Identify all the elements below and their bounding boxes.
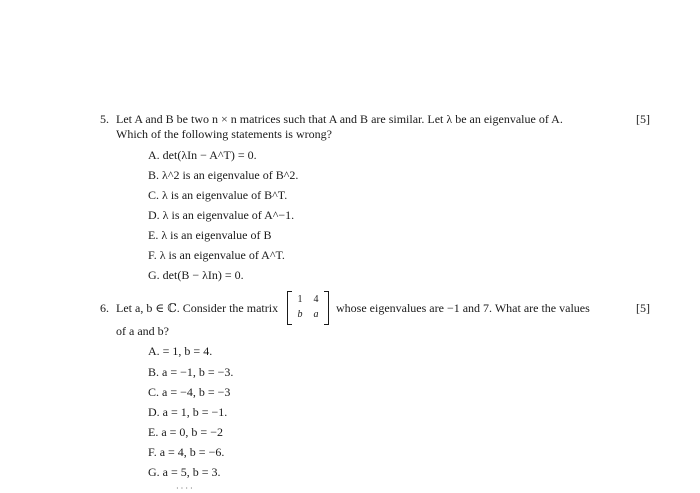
question-6-option-g: G. a = 5, b = 3. <box>148 465 221 479</box>
question-6-option-a: A. = 1, b = 4. <box>148 344 213 358</box>
matrix-left-bracket <box>287 291 292 325</box>
question-6-option-f: F. a = 4, b = −6. <box>148 445 225 459</box>
question-6-option-b: B. a = −1, b = −3. <box>148 365 234 379</box>
question-5-option-g: G. det(B − λIn) = 0. <box>148 268 244 282</box>
matrix-cell-r1c1: 1 <box>297 294 303 305</box>
question-6-text-after-matrix: whose eigenvalues are −1 and 7. What are the values <box>336 301 590 315</box>
question-5-marks: [5] <box>636 112 650 126</box>
matrix-right-bracket <box>324 291 329 325</box>
cut-off-text-fragment: · · · · <box>176 484 193 493</box>
question-6-text-before-matrix: Let a, b ∈ ℂ. Consider the matrix <box>116 301 279 315</box>
question-5-option-b: B. λ^2 is an eigenvalue of B^2. <box>148 168 299 182</box>
question-5-option-d: D. λ is an eigenvalue of A^−1. <box>148 208 295 222</box>
question-5-text-line-2: Which of the following statements is wrong? <box>116 127 332 141</box>
question-5-option-f: F. λ is an eigenvalue of A^T. <box>148 248 285 262</box>
question-6-text-line-2: of a and b? <box>116 324 169 338</box>
question-6-number: 6. <box>100 301 109 315</box>
question-6-option-d: D. a = 1, b = −1. <box>148 405 228 419</box>
question-5-option-e: E. λ is an eigenvalue of B <box>148 228 272 242</box>
question-6-option-e: E. a = 0, b = −2 <box>148 425 223 439</box>
question-5-option-a: A. det(λIn − A^T) = 0. <box>148 148 257 162</box>
question-5-text-line-1: Let A and B be two n × n matrices such that A and B are similar. Let λ be an eigenvalue of A. <box>116 112 563 126</box>
matrix-cell-r2c1: b <box>297 309 303 320</box>
question-6-matrix <box>287 291 329 325</box>
question-5-number: 5. <box>100 112 109 126</box>
question-5-option-c: C. λ is an eigenvalue of B^T. <box>148 188 288 202</box>
question-6-option-c: C. a = −4, b = −3 <box>148 385 231 399</box>
matrix-cell-r1c2: 4 <box>313 294 319 305</box>
matrix-cell-r2c2: a <box>313 309 319 320</box>
question-6-marks: [5] <box>636 301 650 315</box>
